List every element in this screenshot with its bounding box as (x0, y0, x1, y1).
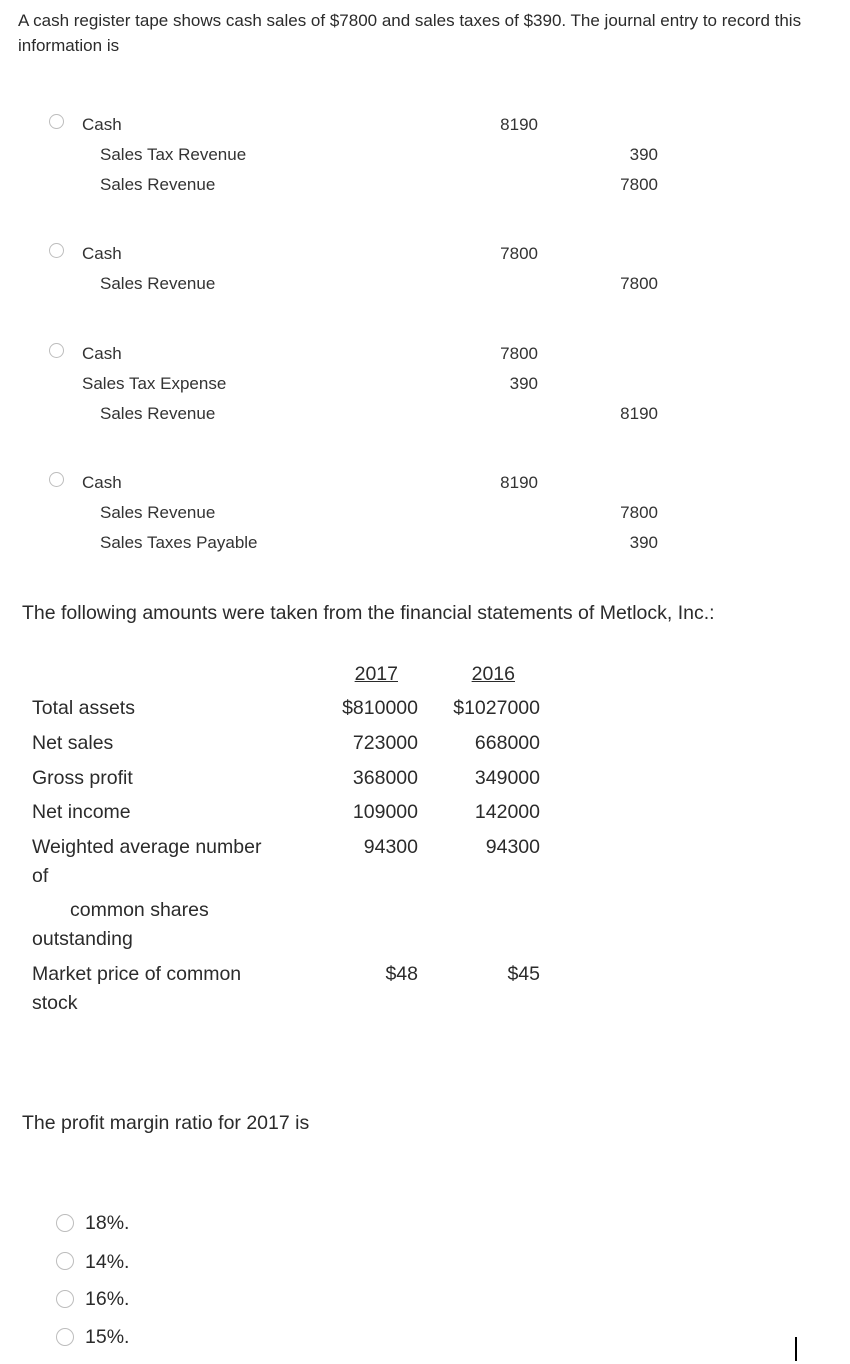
choice-3-radio[interactable] (56, 1290, 74, 1308)
option-c-line-2-account: Sales Tax Expense (82, 374, 227, 393)
question-2-intro: The following amounts were taken from the financial statements of Metlock, Inc.: (22, 602, 715, 624)
row-gross-profit-label: Gross profit (32, 767, 133, 789)
choice-2-label[interactable]: 14%. (85, 1251, 130, 1273)
choice-1-label[interactable]: 18%. (85, 1212, 130, 1234)
option-c-radio[interactable] (49, 343, 64, 358)
option-b-radio[interactable] (49, 243, 64, 258)
row-net-income-label: Net income (32, 801, 131, 823)
choice-4-label[interactable]: 15%. (85, 1326, 130, 1348)
option-c-line-3-account: Sales Revenue (100, 404, 216, 423)
option-b-line-2-account: Sales Revenue (100, 274, 216, 293)
option-a-radio[interactable] (49, 114, 64, 129)
option-a-line-1-debit: 8190 (500, 115, 538, 134)
option-c-line-3-credit: 8190 (620, 404, 658, 423)
row-common-shares-label-line-2: outstanding (32, 928, 133, 950)
choice-1-radio[interactable] (56, 1214, 74, 1232)
option-a-line-3-account: Sales Revenue (100, 175, 216, 194)
option-d-line-2-credit: 7800 (620, 503, 658, 522)
option-d-line-3-account: Sales Taxes Payable (100, 533, 258, 552)
option-a-line-3-credit: 7800 (620, 175, 658, 194)
row-total-assets-label: Total assets (32, 697, 135, 719)
row-gross-profit-2017: 368000 (352, 767, 418, 789)
option-d-line-1-debit: 8190 (500, 473, 538, 492)
choice-4-radio[interactable] (56, 1328, 74, 1346)
option-b-line-1-debit: 7800 (500, 244, 538, 263)
year-header-2016: 2016 (471, 663, 515, 685)
row-weighted-label-line-2: of (32, 865, 49, 887)
option-d-line-2-account: Sales Revenue (100, 503, 216, 522)
row-market-price-2016: $45 (507, 963, 540, 985)
row-gross-profit-2016: 349000 (474, 767, 540, 789)
option-b-line-1-account: Cash (82, 244, 122, 263)
row-weighted-label-line-1: Weighted average number (32, 836, 262, 858)
row-weighted-2016: 94300 (485, 836, 540, 858)
question-1-text: A cash register tape shows cash sales of $7800 and sales taxes of $390. The journal entry to record this information is (18, 11, 802, 55)
choice-2-radio[interactable] (56, 1252, 74, 1270)
row-market-price-label-line-1: Market price of common (32, 963, 242, 985)
option-c-line-2-debit: 390 (509, 374, 538, 393)
option-d-radio[interactable] (49, 472, 64, 487)
row-market-price-label-line-2: stock (32, 992, 78, 1014)
option-d-line-3-credit: 390 (629, 533, 658, 552)
question-2-prompt: The profit margin ratio for 2017 is (22, 1112, 310, 1134)
row-total-assets-2016: $1027000 (453, 697, 540, 719)
row-net-income-2017: 109000 (352, 801, 418, 823)
year-header-2017: 2017 (354, 663, 398, 685)
row-net-sales-label: Net sales (32, 732, 114, 754)
row-common-shares-label-line-1: common shares (70, 899, 209, 921)
row-market-price-2017: $48 (385, 963, 418, 985)
option-a-line-2-credit: 390 (629, 145, 658, 164)
option-a-line-1-account: Cash (82, 115, 122, 134)
row-net-sales-2016: 668000 (474, 732, 540, 754)
row-net-sales-2017: 723000 (352, 732, 418, 754)
choice-3-label[interactable]: 16%. (85, 1288, 130, 1310)
option-c-line-1-account: Cash (82, 344, 122, 363)
option-d-line-1-account: Cash (82, 473, 122, 492)
option-a-line-2-account: Sales Tax Revenue (100, 145, 247, 164)
row-total-assets-2017: $810000 (342, 697, 418, 719)
row-net-income-2016: 142000 (474, 801, 540, 823)
text-cursor (795, 1337, 797, 1361)
option-b-line-2-credit: 7800 (620, 274, 658, 293)
row-weighted-2017: 94300 (363, 836, 418, 858)
option-c-line-1-debit: 7800 (500, 344, 538, 363)
